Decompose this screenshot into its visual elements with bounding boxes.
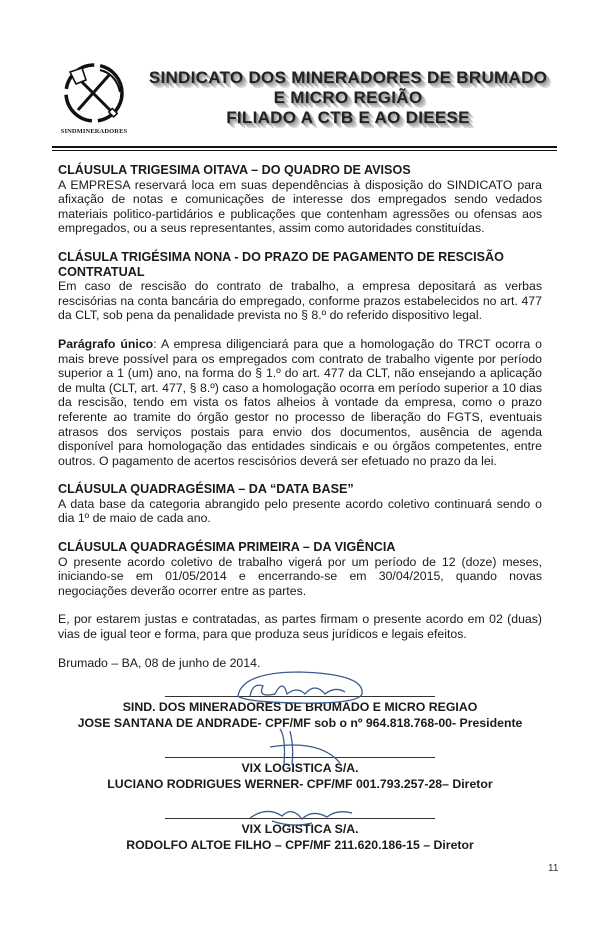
- header-rule-thick: [52, 146, 557, 148]
- letterhead-title: [140, 68, 556, 128]
- signatory-org: VIX LOGISTICA S/A.: [241, 822, 359, 837]
- clause-38: [58, 163, 542, 236]
- clause-title: CLÁUSULA QUADRAGÉSIMA PRIMEIRA – DA VIGÊNCIA: [58, 540, 396, 555]
- signatory-org: VIX LOGISTICA S/A.: [241, 761, 359, 776]
- signatory-person: LUCIANO RODRIGUES WERNER- CPF/MF 001.793.257-28– Diretor: [107, 777, 493, 792]
- place-date: Brumado – BA, 08 de junho de 2014.: [58, 655, 261, 670]
- document-body: [58, 163, 542, 853]
- closing-statement: E, por estarem justas e contratadas, as partes firmam o presente acordo em 02 (duas) vias de igual teor e forma, para que produza seus jurídicos e legais efeitos.: [58, 612, 542, 642]
- signature-line-1: [165, 696, 435, 697]
- signatory-person: JOSE SANTANA DE ANDRADE- CPF/MF sob o nº 964.818.768-00- Presidente: [77, 716, 523, 731]
- signature-line-2: [165, 757, 435, 758]
- signatory-person: RODOLFO ALTOE FILHO – CPF/MF 211.620.186-15 – Diretor: [126, 838, 474, 853]
- signatory-org: SIND. DOS MINERADORES DE BRUMADO E MICRO REGIAO: [122, 700, 478, 715]
- clause-paragraph: O presente acordo coletivo de trabalho vigerá por um período de 12 (doze) meses, iniciando-se em 01/05/2014 e encerrando-se em 30/04/2015, quando novas negociações deverão ocorrer entre as partes.: [58, 554, 542, 598]
- clause-title: CLÁSULA TRIGÉSIMA NONA - DO PRAZO DE PAGAMENTO DE RESCISÃO CONTRATUAL: [58, 249, 504, 279]
- signature-line-3: [165, 818, 435, 819]
- signatory-2: [58, 757, 542, 792]
- logo-caption: SINDMINERADORES: [60, 128, 128, 135]
- letterhead: [52, 60, 556, 146]
- clause-paragraph: A EMPRESA reservará loca em suas dependências à disposição do SINDICATO para afixação de notas e comunicações de interesse dos empregados sendo vedados materiais politico-partidários e publicações que contenham agressões ou ofensas aos empregados, ou a seus representantes, assim como autoridades constituídas.: [58, 177, 542, 236]
- sole-paragraph-lead: Parágrafo único: [58, 336, 154, 351]
- union-logo-pickaxe-shovel-icon: [56, 62, 132, 126]
- clause-40: [58, 482, 542, 526]
- signatory-3: [58, 818, 542, 853]
- clause-title: CLÁUSULA TRIGESIMA OITAVA – DO QUADRO DE AVISOS: [58, 163, 411, 177]
- signatory-1: [58, 696, 542, 731]
- page-number: 11: [548, 863, 559, 874]
- clause-title: CLÁUSULA QUADRAGÉSIMA – DA “DATA BASE”: [58, 482, 354, 497]
- header-rule-thin: [52, 150, 557, 151]
- clause-paragraph: A data base da categoria abrangido pelo presente acordo coletivo continuará sendo o dia 1º de maio de cada ano.: [58, 496, 542, 526]
- letterhead-line-1: SINDICATO DOS MINERADORES DE BRUMADO: [148, 68, 548, 87]
- sole-paragraph: [58, 337, 542, 468]
- letterhead-line-2: E MICRO REGIÃO: [273, 88, 423, 107]
- clause-41: [58, 540, 542, 598]
- letterhead-line-3: FILIADO A CTB E AO DIEESE: [226, 108, 470, 127]
- clause-39: [58, 250, 542, 468]
- clause-paragraph: Em caso de rescisão do contrato de trabalho, a empresa depositará as verbas rescisórias na conta bancária do empregado, conforme prazos estabelecidos no art. 477 da CLT, sob pena da penalidade prevista no § 8.º do referido dispositivo legal.: [58, 279, 542, 323]
- sole-paragraph-text: : A empresa diligenciará para que a homologação do TRCT ocorra o mais breve possível para os empregados com contrato de trabalho vigente por período superior a 1 (um) ano, na forma do § 1.º do art. 477 da CLT, não ensejando a aplicação de multa (CLT, art. 477, § 8.º) caso a homologação ocorra em período superior a 10 dias da rescisão, tendo em vista os fatos alheios à vontade da empresa, como o prazo referente ao tramite do órgão gestor no processo de liberação do FGTS, eventuais atrasos dos serviços postais para envio dos documentos, ausência de agenda disponível para homologação das entidades sindicais e ou órgãos competentes, entre outros. O pagamento de acertos rescisórios deverá ser efetuado no prazo da lei.: [58, 336, 542, 468]
